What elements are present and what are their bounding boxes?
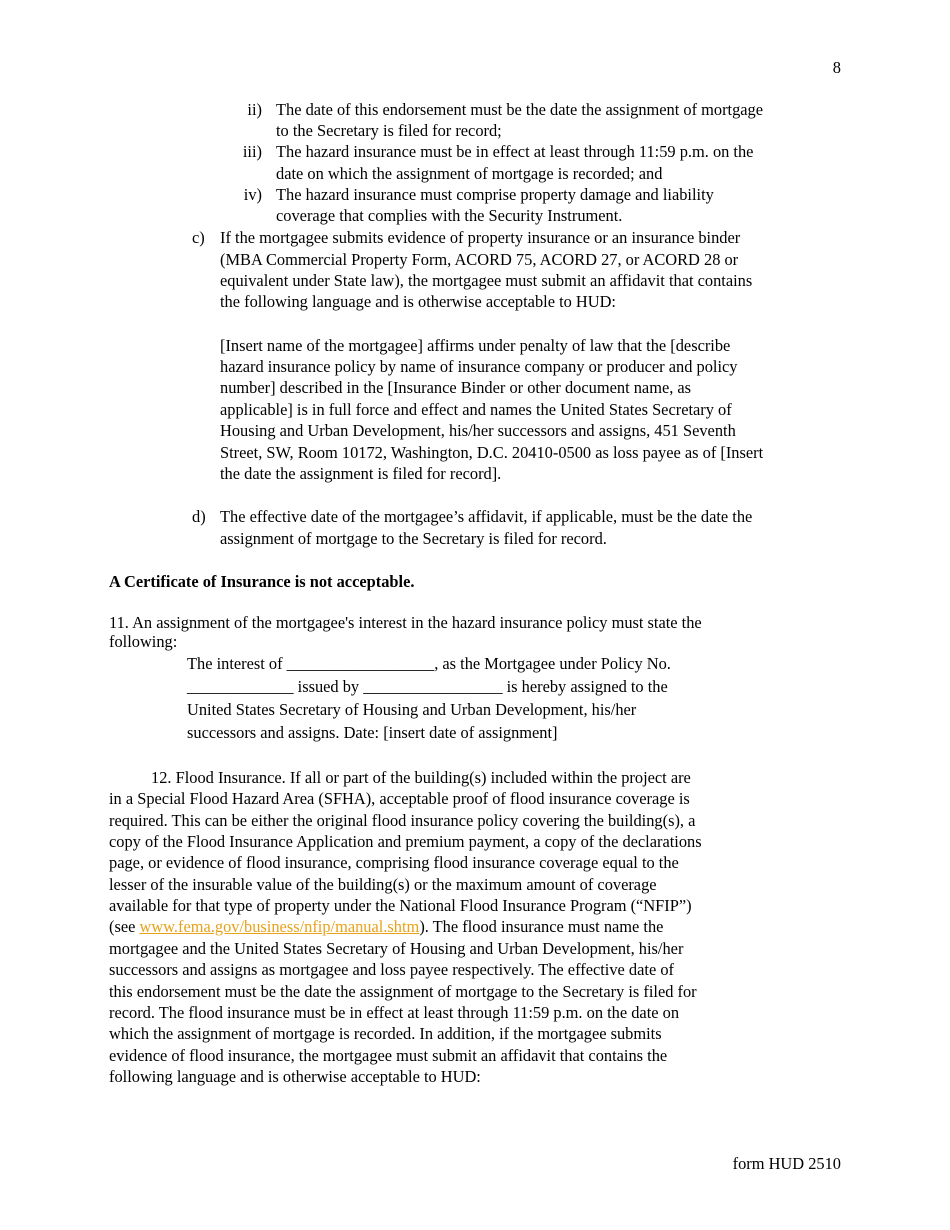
para-12-line-7: available for that type of property under the National Flood Insurance Program (“NFIP”) bbox=[109, 896, 692, 915]
roman-item-iii-line-2: date on which the assignment of mortgage is recorded; and bbox=[276, 164, 663, 183]
para-12-line-4: copy of the Flood Insurance Application and premium payment, a copy of the declarations bbox=[109, 832, 702, 851]
para-11-line-1: 11. An assignment of the mortgagee's interest in the hazard insurance policy must state the bbox=[109, 613, 702, 632]
quote-line-5: Housing and Urban Development, his/her successors and assigns, 451 Seventh bbox=[220, 421, 736, 440]
para-12-line-5: page, or evidence of flood insurance, comprising flood insurance coverage equal to the bbox=[109, 853, 679, 872]
quote-line-3: number] described in the [Insurance Binder or other document name, as bbox=[220, 378, 692, 397]
form-footer: form HUD 2510 bbox=[732, 1154, 841, 1173]
roman-marker-ii: ii) bbox=[247, 100, 262, 119]
quote-line-7: the date the assignment is filed for record]. bbox=[220, 464, 502, 483]
para-12-line-13: which the assignment of mortgage is recorded. In addition, if the mortgagee submits bbox=[109, 1024, 662, 1043]
para-12-line-12: record. The flood insurance must be in effect at least through 11:59 p.m. on the date on bbox=[109, 1003, 680, 1022]
item-d-line-1: The effective date of the mortgagee’s affidavit, if applicable, must be the date the bbox=[220, 507, 753, 526]
item-d-marker: d) bbox=[192, 507, 206, 526]
para-12-line-15: following language and is otherwise acceptable to HUD: bbox=[109, 1067, 481, 1086]
para-12-line-6: lesser of the insurable value of the building(s) or the maximum amount of coverage bbox=[109, 875, 657, 894]
quote-line-4: applicable] is in full force and effect and names the United States Secretary of bbox=[220, 400, 732, 419]
roman-item-ii-line-1: The date of this endorsement must be the date the assignment of mortgage bbox=[276, 100, 764, 119]
para-12-line-9: mortgagee and the United States Secretary of Housing and Urban Development, his/her bbox=[109, 939, 684, 958]
assignment-form-line-1: The interest of __________________, as the Mortgagee under Policy No. bbox=[187, 654, 671, 673]
item-c-line-3: equivalent under State law), the mortgagee must submit an affidavit that contains bbox=[220, 271, 753, 290]
roman-item-iv-line-2: coverage that complies with the Security Instrument. bbox=[276, 206, 623, 225]
link-suffix: ). The flood insurance must name the bbox=[419, 917, 664, 936]
roman-marker-iv: iv) bbox=[243, 185, 262, 204]
roman-item-iii-line-1: The hazard insurance must be in effect at least through 11:59 p.m. on the bbox=[276, 142, 754, 161]
roman-marker-iii: iii) bbox=[242, 142, 262, 161]
para-12-line-8 bbox=[109, 917, 663, 937]
item-c-line-2: (MBA Commercial Property Form, ACORD 75, ACORD 27, or ACORD 28 or bbox=[220, 250, 739, 269]
para-12-line-1: 12. Flood Insurance. If all or part of the building(s) included within the project are bbox=[151, 768, 691, 787]
roman-item-iv-line-1: The hazard insurance must comprise property damage and liability bbox=[276, 185, 714, 204]
para-12-line-11: this endorsement must be the date the assignment of mortgage to the Secretary is filed for bbox=[109, 982, 697, 1001]
assignment-form-line-3: United States Secretary of Housing and Urban Development, his/her bbox=[187, 700, 637, 719]
item-c-marker: c) bbox=[192, 228, 205, 247]
para-12-line-10: successors and assigns as mortgagee and loss payee respectively. The effective date of bbox=[109, 960, 674, 979]
para-11-line-2: following: bbox=[109, 632, 178, 651]
quote-line-6: Street, SW, Room 10172, Washington, D.C. 20410-0500 as loss payee as of [Insert bbox=[220, 443, 764, 462]
item-c-line-4: the following language and is otherwise acceptable to HUD: bbox=[220, 292, 616, 311]
para-12-line-2: in a Special Flood Hazard Area (SFHA), acceptable proof of flood insurance coverage is bbox=[109, 789, 690, 808]
certificate-note: A Certificate of Insurance is not acceptable. bbox=[109, 572, 415, 591]
para-12-line-14: evidence of flood insurance, the mortgagee must submit an affidavit that contains the bbox=[109, 1046, 668, 1065]
quote-line-1: [Insert name of the mortgagee] affirms under penalty of law that the [describe bbox=[220, 336, 731, 355]
assignment-form-line-2: _____________ issued by _________________ is hereby assigned to the bbox=[187, 677, 668, 696]
assignment-form-line-4: successors and assigns. Date: [insert date of assignment] bbox=[187, 723, 558, 742]
quote-line-2: hazard insurance policy by name of insurance company or producer and policy bbox=[220, 357, 738, 376]
roman-item-ii-line-2: to the Secretary is filed for record; bbox=[276, 121, 502, 140]
item-d-line-2: assignment of mortgage to the Secretary is filed for record. bbox=[220, 529, 607, 548]
page-number: 8 bbox=[832, 58, 841, 77]
item-c-line-1: If the mortgagee submits evidence of property insurance or an insurance binder bbox=[220, 228, 741, 247]
fema-nfip-link[interactable]: www.fema.gov/business/nfip/manual.shtm bbox=[139, 917, 420, 936]
para-12-line-3: required. This can be either the original flood insurance policy covering the building(s), a bbox=[109, 811, 696, 830]
link-prefix: (see bbox=[109, 917, 140, 936]
